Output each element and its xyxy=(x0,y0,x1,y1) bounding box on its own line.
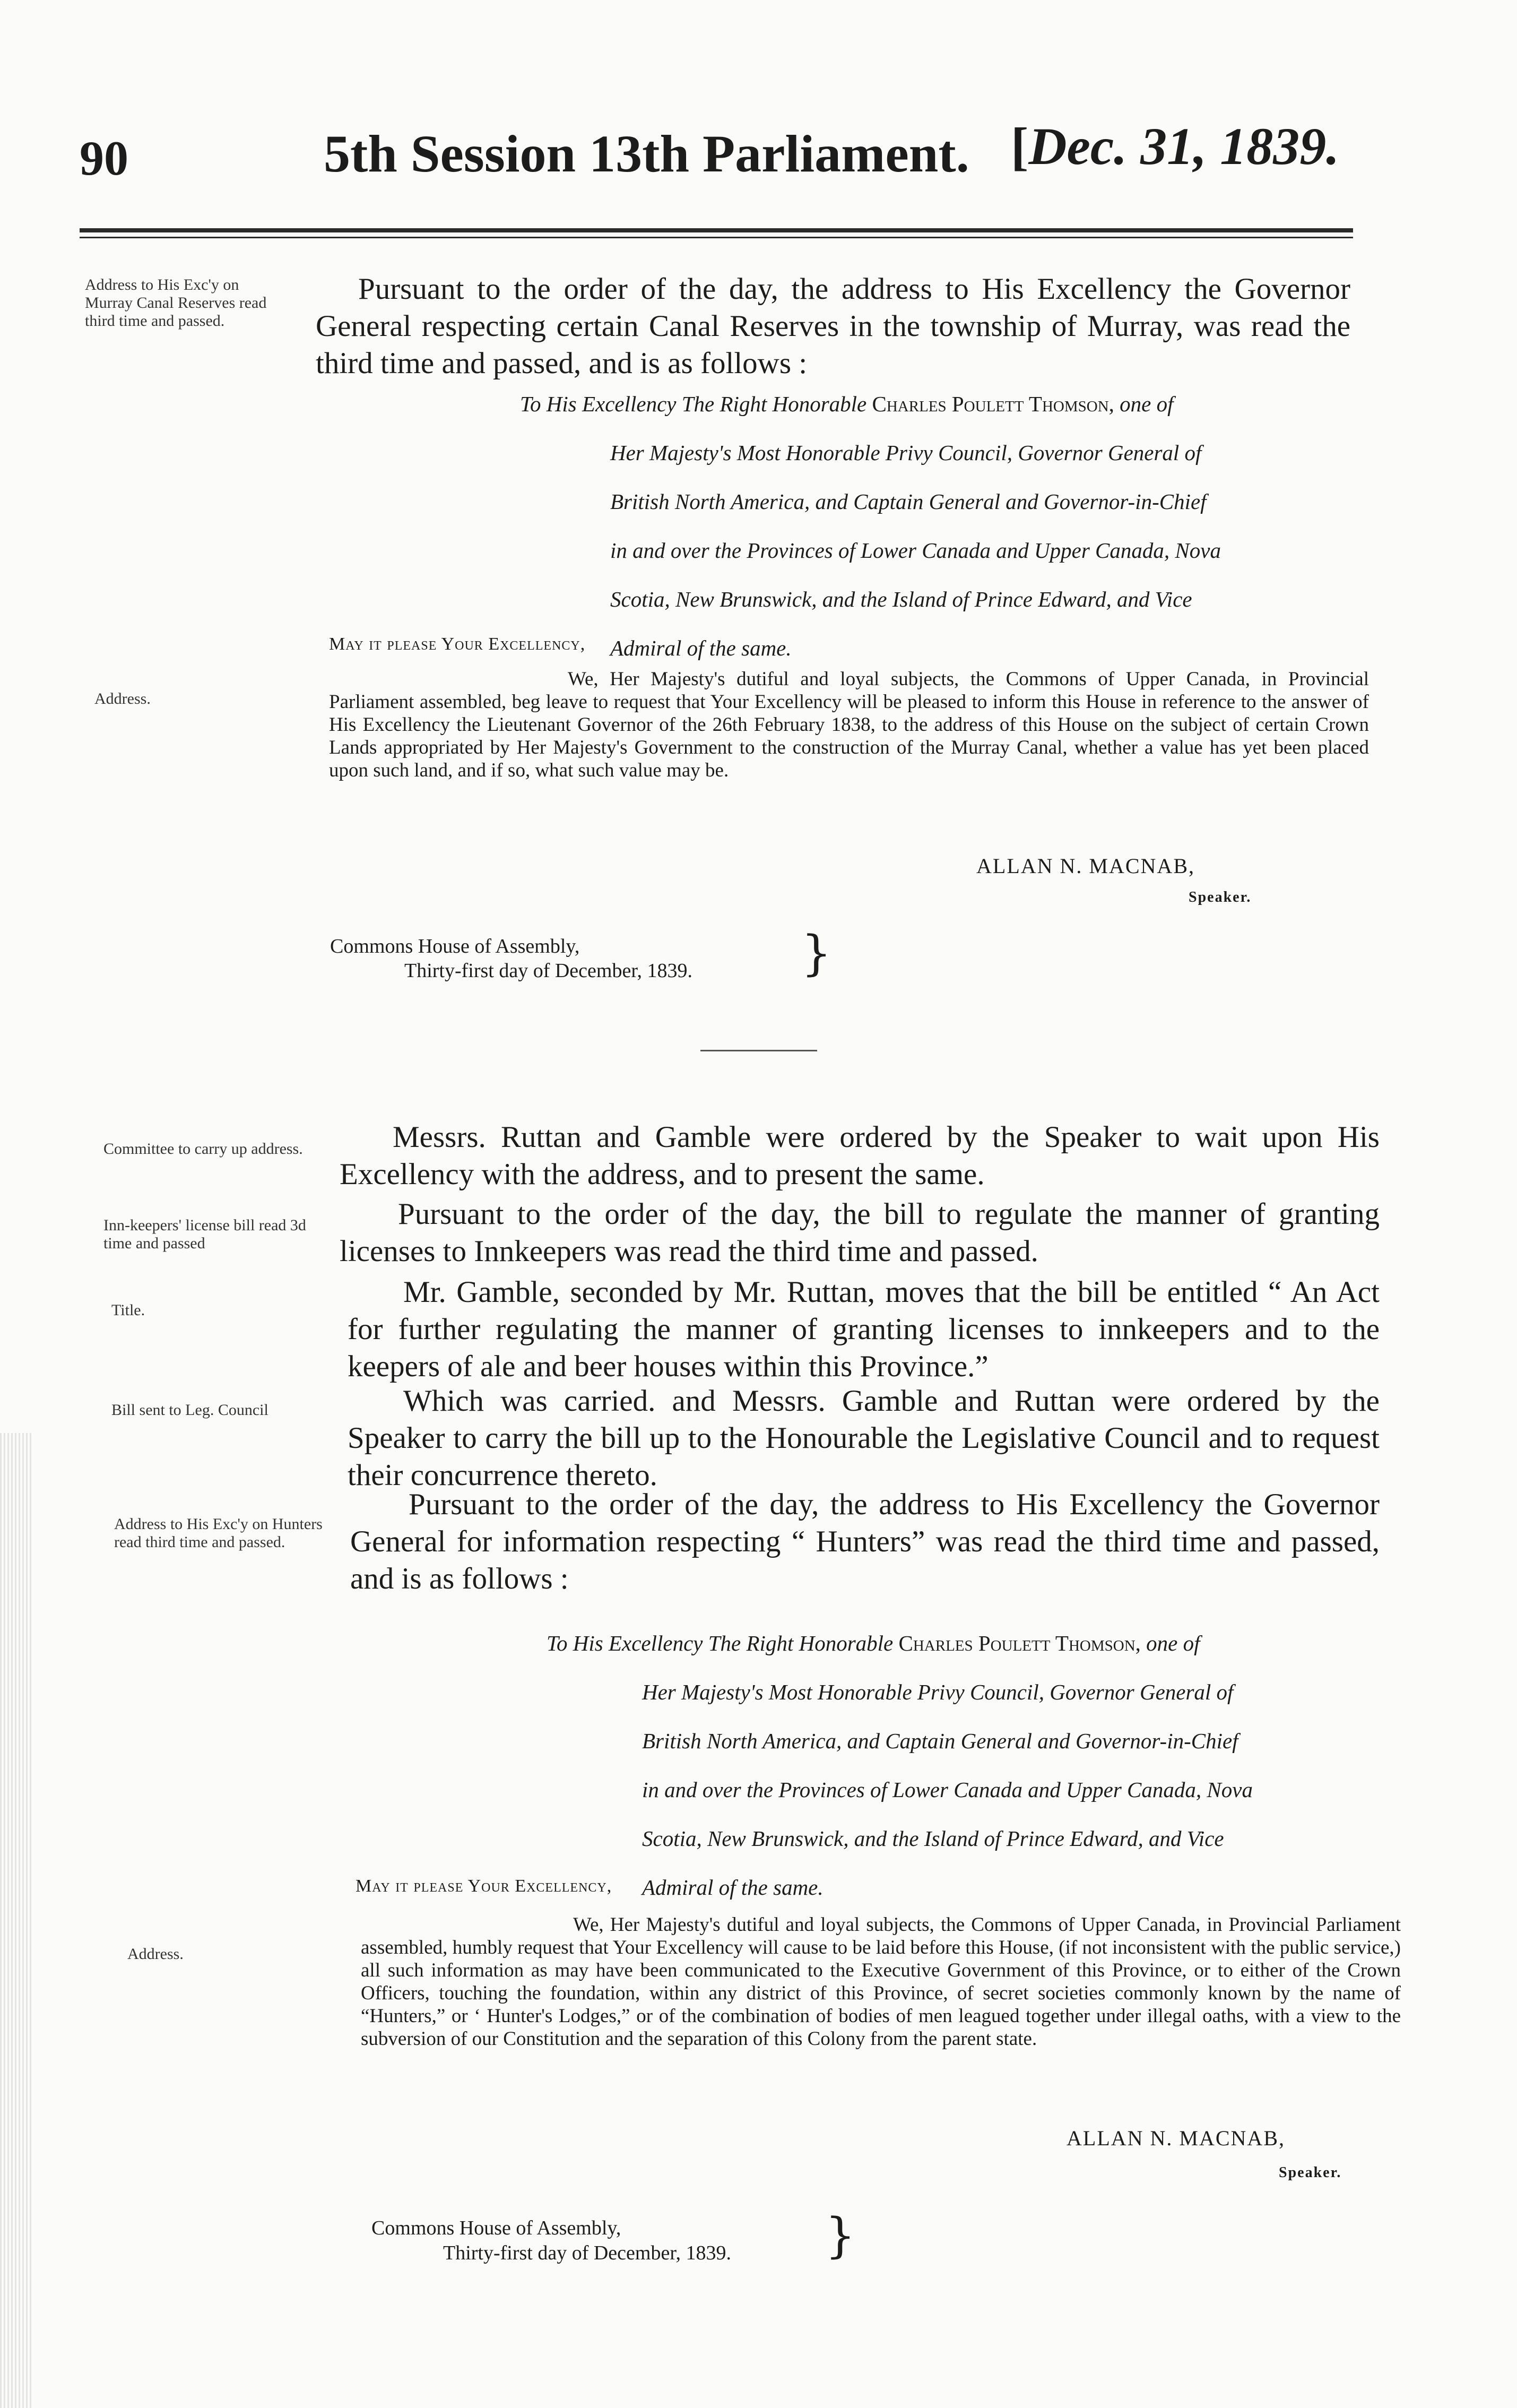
margin-note-title: Title. xyxy=(111,1301,145,1319)
speaker-title-1: Speaker. xyxy=(1189,889,1252,905)
margin-note-committee: Committee to carry up address. xyxy=(103,1140,303,1158)
place-line-2a: Commons House of Assembly, xyxy=(371,2217,621,2239)
place-line-1a: Commons House of Assembly, xyxy=(330,935,580,957)
address2-name: Charles Poulett Thomson, xyxy=(898,1631,1141,1655)
margin-note-murray: Address to His Exc'y on Murray Canal Reserves read third time and passed. xyxy=(85,276,267,330)
paragraph-hunters: Pursuant to the order of the day, the address to His Excellency the Governor General for information respecting “ Hunters” was read the third time and passed, and is as follows : xyxy=(350,1488,1380,1595)
scan-edge-artifact xyxy=(0,1433,32,2408)
address-name-suffix: one of xyxy=(1120,392,1174,416)
address-line-1: To His Excellency The Right Honorable Charles Poulett Thomson, one of xyxy=(520,392,1174,416)
address-line-4: in and over the Provinces of Lower Canada and Upper Canada, Nova xyxy=(610,538,1221,563)
place-line-1b: Thirty-first day of December, 1839. xyxy=(404,960,692,982)
address-text-2: We, Her Majesty's dutiful and loyal subjects, the Commons of Upper Canada, in Provincial Parliament assembled, humbly request that Your Excellency will cause to be laid before this House, (if not inconsistent with the public service,) all such information as may have been communicated to the Executive Government of this Province, or to either of the Crown Officers, touching the foundation, within any district of this Province, of secret societies commonly known by the name of “Hunters,” or ‘ Hunter's Lodges,” or of the combination of bodies of men leagued together under illegal oaths, with a view to the subversion of our Constitution and the separation of this Colony from the parent state. xyxy=(361,1914,1401,2050)
address2-line-2: Her Majesty's Most Honorable Privy Council, Governor General of xyxy=(642,1680,1234,1704)
margin-note-innkeepers: Inn-keepers' license bill read 3d time and passed xyxy=(103,1216,306,1252)
date-bracket: [ xyxy=(1011,117,1029,176)
salutation-1: May it please Your Excellency, xyxy=(329,634,586,654)
page-number: 90 xyxy=(80,131,128,185)
address-line-2: Her Majesty's Most Honorable Privy Council, Governor General of xyxy=(610,441,1202,465)
address2-line-3: British North America, and Captain General and Governor-in-Chief xyxy=(642,1729,1238,1753)
paragraph-title: Mr. Gamble, seconded by Mr. Ruttan, moves that the bill be entitled “ An Act for further regulating the manner of granting licenses to innkeepers and to the keepers of ale and beer houses within this Province.” xyxy=(348,1275,1380,1383)
address-name: Charles Poulett Thomson, xyxy=(872,392,1114,416)
signer-2: ALLAN N. MACNAB, xyxy=(1067,2126,1285,2150)
address-text-1: We, Her Majesty's dutiful and loyal subjects, the Commons of Upper Canada, in Provincial Parliament assembled, beg leave to request that Your Excellency will be pleased to inform this House in reference to the answer of His Excellency the Lieutenant Governor of the 26th February 1838, to the address of this House on the subject of certain Crown Lands appropriated by Her Majesty's Government to the construction of the Murray Canal, whether a value has yet been placed upon such land, and if so, what such value may be. xyxy=(329,668,1369,781)
brace-1: } xyxy=(801,926,832,981)
address-line-3: British North America, and Captain General and Governor-in-Chief xyxy=(610,489,1207,514)
paragraph-murray-order: Pursuant to the order of the day, the address to His Excellency the Governor General respecting certain Canal Reserves in the township of Murray, was read the third time and passed, and is as follows : xyxy=(316,272,1350,380)
address-line-6: Admiral of the same. xyxy=(610,636,792,660)
brace-2: } xyxy=(825,2208,856,2264)
page-title: 5th Session 13th Parliament. xyxy=(324,124,969,183)
address2-line-6: Admiral of the same. xyxy=(642,1875,823,1900)
margin-note-address-2: Address. xyxy=(127,1945,184,1963)
header-rule-thin xyxy=(80,237,1353,238)
address2-line-4: in and over the Provinces of Lower Canada and Upper Canada, Nova xyxy=(642,1777,1253,1802)
margin-note-address-1: Address. xyxy=(94,690,151,707)
paragraph-innkeepers: Pursuant to the order of the day, the bill to regulate the manner of granting licenses to Innkeepers was read the third time and passed. xyxy=(340,1197,1380,1268)
address-heading-2 xyxy=(547,1619,1395,1912)
address-heading-1 xyxy=(520,379,1369,672)
address2-name-suffix: one of xyxy=(1146,1631,1200,1655)
salutation-2: May it please Your Excellency, xyxy=(356,1876,612,1896)
date-text: Dec. 31, 1839. xyxy=(1028,117,1340,176)
signer-1: ALLAN N. MACNAB, xyxy=(976,854,1195,878)
section-divider xyxy=(700,1050,817,1051)
address-line-5: Scotia, New Brunswick, and the Island of Prince Edward, and Vice xyxy=(610,587,1192,611)
speaker-title-2: Speaker. xyxy=(1279,2164,1342,2181)
page-date xyxy=(1011,116,1339,177)
header-rule-thick xyxy=(80,228,1353,232)
margin-note-hunters: Address to His Exc'y on Hunters read third time and passed. xyxy=(114,1515,323,1551)
paragraph-leg-council: Which was carried. and Messrs. Gamble and Ruttan were ordered by the Speaker to carry the bill up to the Honourable the Legislative Council and to request their concurrence thereto. xyxy=(348,1384,1380,1492)
paragraph-committee: Messrs. Ruttan and Gamble were ordered by the Speaker to wait upon His Excellency with the address, and to present the same. xyxy=(340,1120,1380,1191)
address2-line-5: Scotia, New Brunswick, and the Island of Prince Edward, and Vice xyxy=(642,1826,1224,1851)
address2-line-1: To His Excellency The Right Honorable Charles Poulett Thomson, one of xyxy=(547,1631,1200,1655)
place-line-2b: Thirty-first day of December, 1839. xyxy=(443,2242,731,2264)
margin-note-leg-council: Bill sent to Leg. Council xyxy=(111,1401,268,1419)
